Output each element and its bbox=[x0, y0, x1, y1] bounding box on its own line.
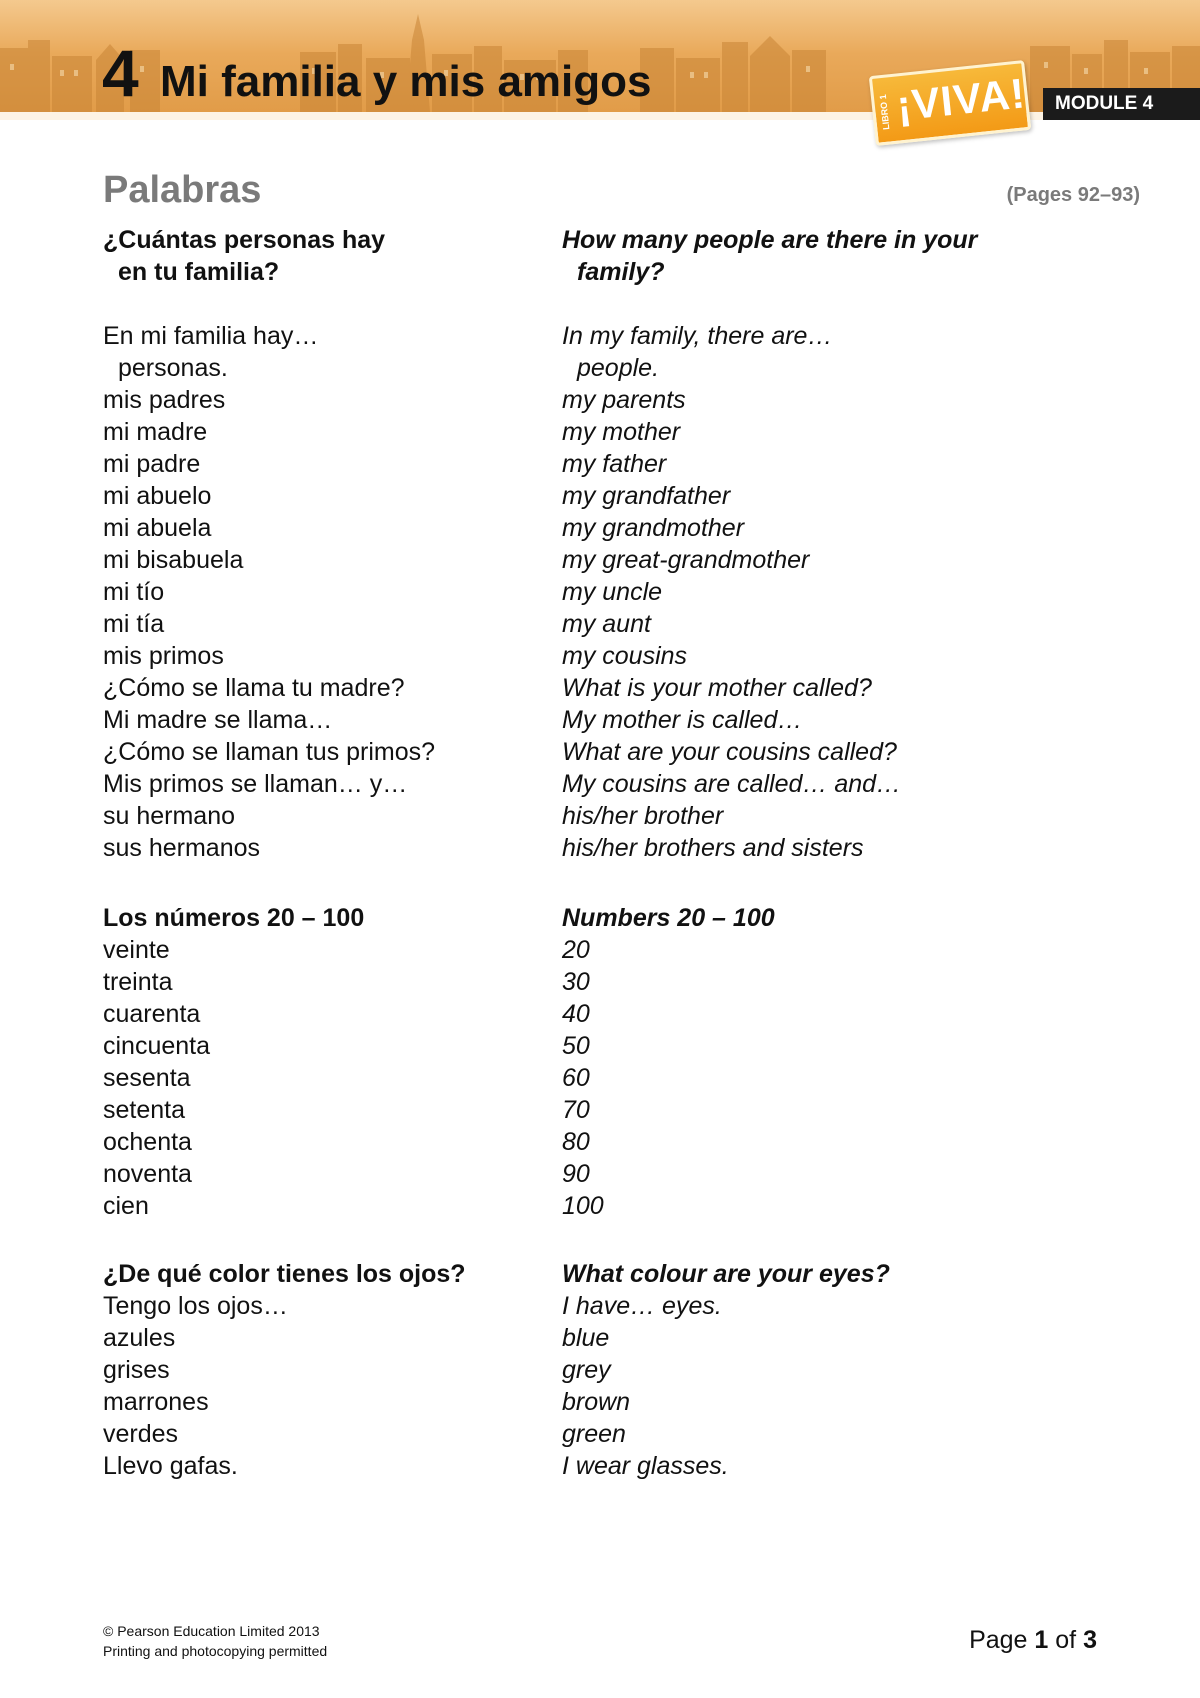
spanish-term: Llevo gafas. bbox=[103, 1452, 238, 1480]
spanish-term: ¿Cómo se llama tu madre? bbox=[103, 674, 405, 702]
vocab-row bbox=[0, 672, 1200, 704]
english-translation: his/her brother bbox=[562, 802, 724, 830]
english-translation: 50 bbox=[562, 1032, 590, 1060]
vocab-row bbox=[0, 576, 1200, 608]
spanish-term: cuarenta bbox=[103, 1000, 201, 1028]
spanish-term: grises bbox=[103, 1356, 170, 1384]
english-translation: his/her brothers and sisters bbox=[562, 834, 864, 862]
spanish-term: ¿Cómo se llaman tus primos? bbox=[103, 738, 436, 766]
english-translation: What are your cousins called? bbox=[562, 738, 897, 766]
spanish-term: noventa bbox=[103, 1160, 192, 1188]
vocab-row bbox=[0, 1418, 1200, 1450]
copyright-notice bbox=[103, 1621, 327, 1661]
english-translation: my cousins bbox=[562, 642, 688, 670]
english-translation: my great-grandmother bbox=[562, 546, 810, 574]
english-translation: What colour are your eyes? bbox=[562, 1260, 890, 1288]
page-total: 3 bbox=[1083, 1626, 1097, 1654]
vocab-row bbox=[0, 1290, 1200, 1322]
spanish-term: verdes bbox=[103, 1420, 179, 1448]
pages-reference: (Pages 92–93) bbox=[1006, 184, 1140, 206]
viva-logo bbox=[869, 60, 1031, 146]
logo-subtext: LIBRO 1 bbox=[877, 93, 892, 131]
english-translation: How many people are there in your bbox=[562, 226, 978, 254]
vocab-row bbox=[0, 1062, 1200, 1094]
spanish-term: sus hermanos bbox=[103, 834, 261, 862]
vocab-row bbox=[0, 224, 1200, 256]
spanish-term: ochenta bbox=[103, 1128, 192, 1156]
spanish-term: Mi madre se llama… bbox=[103, 706, 333, 734]
spanish-term: mi tía bbox=[103, 610, 165, 638]
vocab-row bbox=[0, 1190, 1200, 1222]
english-translation: I wear glasses. bbox=[562, 1452, 729, 1480]
english-translation: 90 bbox=[562, 1160, 590, 1188]
english-translation: 70 bbox=[562, 1096, 590, 1124]
english-translation: my grandfather bbox=[562, 482, 731, 510]
page-word: Page bbox=[969, 1626, 1028, 1654]
spanish-term: Tengo los ojos… bbox=[103, 1292, 288, 1320]
english-translation: My mother is called… bbox=[562, 706, 803, 734]
vocab-row bbox=[0, 966, 1200, 998]
vocab-row bbox=[0, 416, 1200, 448]
english-translation: 80 bbox=[562, 1128, 590, 1156]
spanish-term: sesenta bbox=[103, 1064, 191, 1092]
english-translation: blue bbox=[562, 1324, 610, 1352]
vocab-row bbox=[0, 768, 1200, 800]
english-translation: brown bbox=[562, 1388, 631, 1416]
vocab-row bbox=[0, 480, 1200, 512]
english-translation: Numbers 20 – 100 bbox=[562, 904, 775, 932]
vocab-row bbox=[0, 1322, 1200, 1354]
english-translation: I have… eyes. bbox=[562, 1292, 722, 1320]
vocab-row bbox=[0, 800, 1200, 832]
spanish-term: mi padre bbox=[103, 450, 201, 478]
english-translation: What is your mother called? bbox=[562, 674, 872, 702]
vocab-row bbox=[0, 832, 1200, 864]
vocab-row bbox=[0, 1030, 1200, 1062]
english-translation: My cousins are called… and… bbox=[562, 770, 902, 798]
english-translation: family? bbox=[577, 258, 665, 286]
spanish-term: veinte bbox=[103, 936, 170, 964]
page-title: Mi familia y mis amigos bbox=[160, 57, 652, 106]
vocab-row bbox=[0, 352, 1200, 384]
english-translation: In my family, there are… bbox=[562, 322, 833, 350]
vocab-row bbox=[0, 608, 1200, 640]
permission-line: Printing and photocopying permitted bbox=[103, 1643, 328, 1659]
spanish-term: azules bbox=[103, 1324, 176, 1352]
vocab-row bbox=[0, 1158, 1200, 1190]
vocab-row bbox=[0, 640, 1200, 672]
english-translation: my mother bbox=[562, 418, 681, 446]
page-of-word: of bbox=[1055, 1626, 1077, 1654]
spanish-term: mi tío bbox=[103, 578, 165, 606]
spanish-term: treinta bbox=[103, 968, 173, 996]
vocab-row bbox=[0, 1126, 1200, 1158]
spanish-term: Los números 20 – 100 bbox=[103, 904, 365, 932]
english-translation: 20 bbox=[562, 936, 590, 964]
vocab-row bbox=[0, 320, 1200, 352]
vocab-row bbox=[0, 704, 1200, 736]
vocab-row bbox=[0, 1354, 1200, 1386]
english-translation: green bbox=[562, 1420, 626, 1448]
vocab-row bbox=[0, 544, 1200, 576]
spanish-term: marrones bbox=[103, 1388, 209, 1416]
spanish-term: en tu familia? bbox=[118, 258, 280, 286]
vocab-row bbox=[0, 384, 1200, 416]
english-translation: my parents bbox=[562, 386, 686, 414]
vocab-row bbox=[0, 512, 1200, 544]
spanish-term: mi bisabuela bbox=[103, 546, 244, 574]
spanish-term: setenta bbox=[103, 1096, 186, 1124]
spanish-term: mi abuelo bbox=[103, 482, 212, 510]
vocab-row bbox=[0, 1258, 1200, 1290]
spanish-term: cincuenta bbox=[103, 1032, 211, 1060]
spanish-term: mis padres bbox=[103, 386, 226, 414]
spanish-term: mi abuela bbox=[103, 514, 212, 542]
english-translation: 40 bbox=[562, 1000, 590, 1028]
english-translation: 30 bbox=[562, 968, 590, 996]
english-translation: 60 bbox=[562, 1064, 590, 1092]
spanish-term: cien bbox=[103, 1192, 149, 1220]
spanish-term: su hermano bbox=[103, 802, 236, 830]
page-indicator bbox=[969, 1625, 1097, 1655]
page-current: 1 bbox=[1034, 1626, 1049, 1654]
english-translation: my aunt bbox=[562, 610, 651, 638]
vocab-row bbox=[0, 736, 1200, 768]
vocab-row bbox=[0, 998, 1200, 1030]
vocab-row bbox=[0, 1094, 1200, 1126]
english-translation: my uncle bbox=[562, 578, 663, 606]
english-translation: 100 bbox=[562, 1192, 604, 1220]
vocab-row bbox=[0, 1386, 1200, 1418]
vocab-row bbox=[0, 448, 1200, 480]
spanish-term: mi madre bbox=[103, 418, 208, 446]
vocab-row bbox=[0, 902, 1200, 934]
spanish-term: ¿De qué color tienes los ojos? bbox=[103, 1260, 466, 1288]
section-heading: Palabras bbox=[103, 169, 262, 211]
vocab-row bbox=[0, 1450, 1200, 1482]
spanish-term: mis primos bbox=[103, 642, 224, 670]
english-translation: my grandmother bbox=[562, 514, 745, 542]
english-translation: grey bbox=[562, 1356, 611, 1384]
english-translation: my father bbox=[562, 450, 667, 478]
spanish-term: Mis primos se llaman… y… bbox=[103, 770, 408, 798]
spanish-term: ¿Cuántas personas hay bbox=[103, 226, 386, 254]
english-translation: people. bbox=[577, 354, 660, 382]
module-label: MODULE 4 bbox=[1043, 88, 1200, 120]
spanish-term: personas. bbox=[118, 354, 228, 382]
copyright-line: © Pearson Education Limited 2013 bbox=[103, 1623, 320, 1639]
vocab-row bbox=[0, 934, 1200, 966]
vocab-row bbox=[0, 256, 1200, 288]
module-number: 4 bbox=[102, 36, 139, 110]
logo-text: ¡VIVA! bbox=[894, 69, 1028, 130]
spanish-term: En mi familia hay… bbox=[103, 322, 319, 350]
